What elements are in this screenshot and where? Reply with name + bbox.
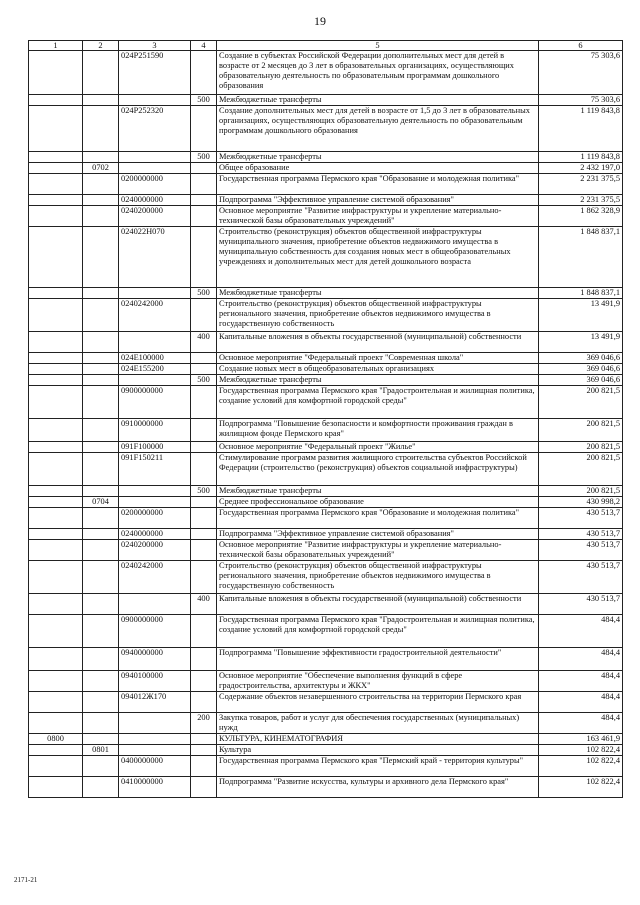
subsection-code-cell [83, 288, 119, 299]
table-row [29, 777, 623, 798]
table-row [29, 756, 623, 777]
expense-type-cell [191, 195, 217, 206]
expense-type-cell [191, 497, 217, 508]
amount-cell: 2 231 375,5 [539, 174, 623, 195]
expense-type-cell [191, 442, 217, 453]
description-cell: Межбюджетные трансферты [217, 152, 539, 163]
amount-cell: 430 513,7 [539, 540, 623, 561]
expense-type-cell [191, 777, 217, 798]
table-row [29, 540, 623, 561]
amount-cell: 200 821,5 [539, 386, 623, 419]
expense-type-cell [191, 163, 217, 174]
subsection-code-cell [83, 692, 119, 713]
table-row [29, 419, 623, 442]
amount-cell: 1 848 837,1 [539, 288, 623, 299]
target-article-cell: 0240000000 [119, 529, 191, 540]
subsection-code-cell [83, 386, 119, 419]
description-cell: Культура [217, 745, 539, 756]
target-article-cell [119, 152, 191, 163]
subsection-code-cell [83, 375, 119, 386]
subsection-code-cell [83, 615, 119, 648]
target-article-cell [119, 95, 191, 106]
description-cell: Среднее профессиональное образование [217, 497, 539, 508]
description-cell: Создание в субъектах Российской Федерации дополнительных мест для детей в возрасте от 2 месяцев до 3 лет в образовательных организациях, осуществляющих образовательную деятельность по образовательным программам дошкольного образования [217, 51, 539, 95]
expense-type-cell [191, 386, 217, 419]
section-code-cell [29, 106, 83, 152]
description-cell: Основное мероприятие "Федеральный проект "Жилье" [217, 442, 539, 453]
section-code-cell [29, 227, 83, 288]
description-cell: Общее образование [217, 163, 539, 174]
section-code-cell [29, 453, 83, 486]
description-cell: Подпрограмма "Эффективное управление системой образования" [217, 195, 539, 206]
table-row [29, 486, 623, 497]
section-code-cell [29, 615, 83, 648]
target-article-cell: 0400000000 [119, 756, 191, 777]
description-cell: Основное мероприятие "Развитие инфраструктуры и укрепление материально-технической базы образовательных учреждений" [217, 206, 539, 227]
amount-cell: 430 513,7 [539, 594, 623, 615]
target-article-cell: 091F150211 [119, 453, 191, 486]
section-code-cell [29, 497, 83, 508]
amount-cell: 200 821,5 [539, 442, 623, 453]
description-cell: Государственная программа Пермского края "Образование и молодежная политика" [217, 174, 539, 195]
table-row [29, 353, 623, 364]
subsection-code-cell [83, 648, 119, 671]
table-row [29, 375, 623, 386]
description-cell: Межбюджетные трансферты [217, 288, 539, 299]
subsection-code-cell: 0702 [83, 163, 119, 174]
target-article-cell: 094012Ж170 [119, 692, 191, 713]
target-article-cell: 0240242000 [119, 299, 191, 332]
expense-type-cell [191, 206, 217, 227]
description-cell: Государственная программа Пермского края "Градостроительная и жилищная политика, создание условий для комфортной городской среды" [217, 386, 539, 419]
section-code-cell [29, 332, 83, 353]
expense-type-cell [191, 529, 217, 540]
target-article-cell: 0410000000 [119, 777, 191, 798]
table-row [29, 594, 623, 615]
expense-type-cell [191, 51, 217, 95]
table-row [29, 299, 623, 332]
subsection-code-cell [83, 734, 119, 745]
subsection-code-cell [83, 174, 119, 195]
column-header: 6 [539, 41, 623, 51]
expense-type-cell: 500 [191, 486, 217, 497]
description-cell: Капитальные вложения в объекты государственной (муниципальной) собственности [217, 594, 539, 615]
subsection-code-cell [83, 561, 119, 594]
table-row [29, 442, 623, 453]
subsection-code-cell [83, 508, 119, 529]
table-row [29, 692, 623, 713]
amount-cell: 430 513,7 [539, 561, 623, 594]
amount-cell: 430 513,7 [539, 529, 623, 540]
table-row [29, 95, 623, 106]
table-row [29, 745, 623, 756]
description-cell: Основное мероприятие "Федеральный проект "Современная школа" [217, 353, 539, 364]
subsection-code-cell [83, 51, 119, 95]
table-row [29, 174, 623, 195]
section-code-cell [29, 648, 83, 671]
amount-cell: 2 231 375,5 [539, 195, 623, 206]
subsection-code-cell [83, 756, 119, 777]
subsection-code-cell [83, 486, 119, 497]
section-code-cell [29, 353, 83, 364]
column-header: 5 [217, 41, 539, 51]
table-row [29, 671, 623, 692]
subsection-code-cell [83, 777, 119, 798]
budget-table [28, 40, 623, 798]
description-cell: Содержание объектов незавершенного строительства на территории Пермского края [217, 692, 539, 713]
description-cell: Создание дополнительных мест для детей в возрасте от 1,5 до 3 лет в образовательных организациях, осуществляющих образовательную деятельность по образовательным программам дошкольного образования [217, 106, 539, 152]
table-row [29, 364, 623, 375]
section-code-cell [29, 195, 83, 206]
target-article-cell [119, 497, 191, 508]
target-article-cell: 0900000000 [119, 386, 191, 419]
section-code-cell [29, 288, 83, 299]
description-cell: Межбюджетные трансферты [217, 486, 539, 497]
expense-type-cell [191, 756, 217, 777]
amount-cell: 369 046,6 [539, 353, 623, 364]
column-header: 3 [119, 41, 191, 51]
table-row [29, 51, 623, 95]
target-article-cell: 0240200000 [119, 206, 191, 227]
target-article-cell [119, 288, 191, 299]
table-row [29, 713, 623, 734]
amount-cell: 1 862 328,9 [539, 206, 623, 227]
section-code-cell [29, 386, 83, 419]
section-code-cell: 0800 [29, 734, 83, 745]
expense-type-cell [191, 453, 217, 486]
expense-type-cell [191, 353, 217, 364]
table-row [29, 648, 623, 671]
subsection-code-cell [83, 713, 119, 734]
expense-type-cell: 500 [191, 152, 217, 163]
amount-cell: 484,4 [539, 671, 623, 692]
expense-type-cell [191, 106, 217, 152]
section-code-cell [29, 713, 83, 734]
description-cell: Государственная программа Пермского края "Образование и молодежная политика" [217, 508, 539, 529]
subsection-code-cell [83, 206, 119, 227]
amount-cell: 430 513,7 [539, 508, 623, 529]
section-code-cell [29, 486, 83, 497]
table-row [29, 152, 623, 163]
subsection-code-cell [83, 671, 119, 692]
expense-type-cell [191, 540, 217, 561]
target-article-cell: 0200000000 [119, 508, 191, 529]
amount-cell: 1 848 837,1 [539, 227, 623, 288]
amount-cell: 200 821,5 [539, 453, 623, 486]
section-code-cell [29, 174, 83, 195]
amount-cell: 200 821,5 [539, 419, 623, 442]
amount-cell: 484,4 [539, 648, 623, 671]
amount-cell: 430 998,2 [539, 497, 623, 508]
target-article-cell: 024Е155200 [119, 364, 191, 375]
expense-type-cell [191, 299, 217, 332]
description-cell: Основное мероприятие "Развитие инфраструктуры и укрепление материально-технической базы образовательных учреждений" [217, 540, 539, 561]
target-article-cell: 0200000000 [119, 174, 191, 195]
amount-cell: 102 822,4 [539, 756, 623, 777]
expense-type-cell [191, 227, 217, 288]
target-article-cell: 0240242000 [119, 561, 191, 594]
description-cell: Подпрограмма "Эффективное управление системой образования" [217, 529, 539, 540]
description-cell: КУЛЬТУРА, КИНЕМАТОГРАФИЯ [217, 734, 539, 745]
subsection-code-cell [83, 419, 119, 442]
section-code-cell [29, 299, 83, 332]
section-code-cell [29, 671, 83, 692]
section-code-cell [29, 508, 83, 529]
amount-cell: 200 821,5 [539, 486, 623, 497]
expense-type-cell [191, 648, 217, 671]
table-row [29, 508, 623, 529]
target-article-cell: 0940000000 [119, 648, 191, 671]
subsection-code-cell [83, 227, 119, 288]
expense-type-cell: 200 [191, 713, 217, 734]
target-article-cell [119, 713, 191, 734]
section-code-cell [29, 540, 83, 561]
table-row [29, 561, 623, 594]
amount-cell: 75 303,6 [539, 51, 623, 95]
subsection-code-cell [83, 332, 119, 353]
table-row [29, 163, 623, 174]
target-article-cell: 024P252320 [119, 106, 191, 152]
expense-type-cell: 400 [191, 594, 217, 615]
table-row [29, 529, 623, 540]
section-code-cell [29, 375, 83, 386]
description-cell: Основное мероприятие "Обеспечение выполнения функций в сфере градостроительства, архитектуры и ЖКХ" [217, 671, 539, 692]
subsection-code-cell [83, 106, 119, 152]
amount-cell: 2 432 197,0 [539, 163, 623, 174]
amount-cell: 484,4 [539, 713, 623, 734]
table-body [29, 51, 623, 798]
table-row [29, 288, 623, 299]
expense-type-cell [191, 615, 217, 648]
table-row [29, 734, 623, 745]
subsection-code-cell [83, 442, 119, 453]
description-cell: Государственная программа Пермского края "Пермский край - территория культуры" [217, 756, 539, 777]
table-row [29, 106, 623, 152]
amount-cell: 1 119 843,8 [539, 152, 623, 163]
expense-type-cell [191, 508, 217, 529]
target-article-cell: 0900000000 [119, 615, 191, 648]
table-row [29, 453, 623, 486]
table-row [29, 227, 623, 288]
target-article-cell: 024P251590 [119, 51, 191, 95]
expense-type-cell: 500 [191, 95, 217, 106]
column-header: 1 [29, 41, 83, 51]
expense-type-cell: 500 [191, 288, 217, 299]
amount-cell: 75 303,6 [539, 95, 623, 106]
table-row [29, 195, 623, 206]
target-article-cell: 024022Н070 [119, 227, 191, 288]
description-cell: Строительство (реконструкция) объектов общественной инфраструктуры муниципального значения, приобретение объектов недвижимого имущества в муниципальную собственность для создания новых мест в общеобразовательных учреждениях и дополнительных мест для детей дошкольного возраста [217, 227, 539, 288]
expense-type-cell [191, 561, 217, 594]
expense-type-cell [191, 174, 217, 195]
amount-cell: 102 822,4 [539, 745, 623, 756]
section-code-cell [29, 95, 83, 106]
table-row [29, 332, 623, 353]
subsection-code-cell: 0801 [83, 745, 119, 756]
amount-cell: 102 822,4 [539, 777, 623, 798]
expense-type-cell [191, 745, 217, 756]
section-code-cell [29, 152, 83, 163]
expense-type-cell [191, 364, 217, 375]
page-number: 19 [314, 14, 326, 28]
amount-cell: 163 461,9 [539, 734, 623, 745]
column-header: 4 [191, 41, 217, 51]
expense-type-cell [191, 692, 217, 713]
amount-cell: 13 491,9 [539, 332, 623, 353]
section-code-cell [29, 206, 83, 227]
section-code-cell [29, 745, 83, 756]
description-cell: Капитальные вложения в объекты государственной (муниципальной) собственности [217, 332, 539, 353]
target-article-cell [119, 163, 191, 174]
amount-cell: 484,4 [539, 615, 623, 648]
target-article-cell: 0240000000 [119, 195, 191, 206]
section-code-cell [29, 594, 83, 615]
amount-cell: 1 119 843,8 [539, 106, 623, 152]
section-code-cell [29, 163, 83, 174]
description-cell: Строительство (реконструкция) объектов общественной инфраструктуры регионального значения, приобретение объектов недвижимого имущества в государственную собственность [217, 561, 539, 594]
target-article-cell: 024Е100000 [119, 353, 191, 364]
description-cell: Государственная программа Пермского края "Градостроительная и жилищная политика, создание условий для комфортной городской среды" [217, 615, 539, 648]
subsection-code-cell [83, 594, 119, 615]
target-article-cell [119, 486, 191, 497]
description-cell: Подпрограмма "Повышение безопасности и комфортности проживания граждан в жилищном фонде Пермского края" [217, 419, 539, 442]
description-cell: Стимулирование программ развития жилищного строительства субъектов Российской Федерации (строительство (реконструкция) объектов социальной инфраструктуры) [217, 453, 539, 486]
section-code-cell [29, 51, 83, 95]
section-code-cell [29, 442, 83, 453]
subsection-code-cell [83, 453, 119, 486]
subsection-code-cell [83, 195, 119, 206]
description-cell: Создание новых мест в общеобразовательных организациях [217, 364, 539, 375]
subsection-code-cell [83, 299, 119, 332]
subsection-code-cell [83, 540, 119, 561]
target-article-cell [119, 332, 191, 353]
target-article-cell: 0240200000 [119, 540, 191, 561]
table-header-row [29, 41, 623, 51]
amount-cell: 13 491,9 [539, 299, 623, 332]
subsection-code-cell [83, 95, 119, 106]
expense-type-cell [191, 419, 217, 442]
target-article-cell: 0910000000 [119, 419, 191, 442]
amount-cell: 369 046,6 [539, 364, 623, 375]
expense-type-cell [191, 671, 217, 692]
section-code-cell [29, 692, 83, 713]
target-article-cell [119, 734, 191, 745]
target-article-cell: 0940100000 [119, 671, 191, 692]
expense-type-cell: 400 [191, 332, 217, 353]
subsection-code-cell: 0704 [83, 497, 119, 508]
expense-type-cell [191, 734, 217, 745]
subsection-code-cell [83, 152, 119, 163]
target-article-cell [119, 745, 191, 756]
target-article-cell [119, 375, 191, 386]
section-code-cell [29, 561, 83, 594]
section-code-cell [29, 364, 83, 375]
subsection-code-cell [83, 353, 119, 364]
section-code-cell [29, 419, 83, 442]
expense-type-cell: 500 [191, 375, 217, 386]
amount-cell: 484,4 [539, 692, 623, 713]
description-cell: Подпрограмма "Повышение эффективности градостроительной деятельности" [217, 648, 539, 671]
description-cell: Подпрограмма "Развитие искусства, культуры и архивного дела Пермского края" [217, 777, 539, 798]
footer-code: 2171-21 [14, 876, 38, 884]
section-code-cell [29, 529, 83, 540]
section-code-cell [29, 777, 83, 798]
table-row [29, 615, 623, 648]
description-cell: Межбюджетные трансферты [217, 95, 539, 106]
description-cell: Межбюджетные трансферты [217, 375, 539, 386]
subsection-code-cell [83, 364, 119, 375]
table-row [29, 386, 623, 419]
table-row [29, 497, 623, 508]
description-cell: Закупка товаров, работ и услуг для обеспечения государственных (муниципальных) нужд [217, 713, 539, 734]
amount-cell: 369 046,6 [539, 375, 623, 386]
table-row [29, 206, 623, 227]
description-cell: Строительство (реконструкция) объектов общественной инфраструктуры регионального значения, приобретение объектов недвижимого имущества в государственную собственность [217, 299, 539, 332]
target-article-cell: 091F100000 [119, 442, 191, 453]
subsection-code-cell [83, 529, 119, 540]
section-code-cell [29, 756, 83, 777]
target-article-cell [119, 594, 191, 615]
column-header: 2 [83, 41, 119, 51]
